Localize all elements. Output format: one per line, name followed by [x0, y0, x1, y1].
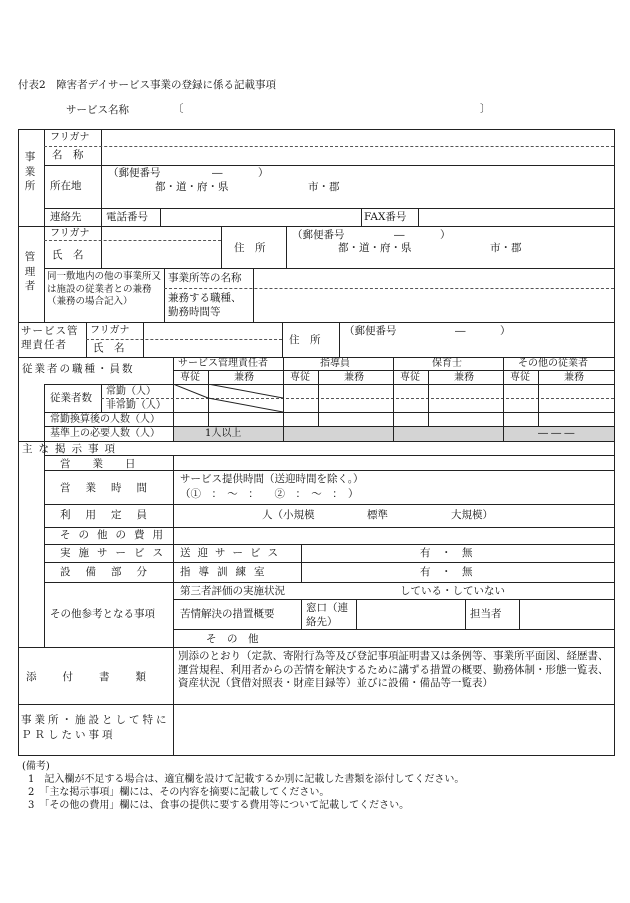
service-manager-postal-dash: ―: [455, 325, 466, 337]
note-item-1: 1 記入欄が不足する場合は、適宜欄を設けて記載するか別に記載した書類を添付してください。: [28, 774, 465, 785]
note-item-2: 2 「主な掲示事項」欄には、その内容を摘要に記載してください。: [28, 787, 330, 798]
manager-postal-dash: ―: [394, 229, 405, 241]
staff-role-childcare: 保育士: [432, 358, 462, 369]
pr-label: 事業所・施設として特にＰＲしたい事項: [21, 714, 170, 742]
staff-count-label: 従業者数: [50, 392, 92, 404]
fulltime-header-3: 専従: [400, 372, 420, 383]
transport-label: 送迎サービス: [180, 547, 285, 559]
transport-yesno: 有 ・ 無: [420, 547, 473, 559]
other-required-dash: ― ― ―: [538, 428, 575, 439]
manager-concurrent-desc: 同一敷地内の他の事業所又は施設の従業者との兼務（兼務の場合記入）: [47, 271, 162, 308]
manager-section-label: 管理者: [24, 251, 36, 293]
office-fax-label: FAX番号: [364, 211, 407, 223]
manager-name-label: 氏 名: [52, 249, 84, 261]
bracket-open: 〔: [173, 103, 184, 115]
not-applicable-slash: [173, 384, 283, 412]
window-label: 窓口（連絡先）: [306, 602, 348, 628]
other-costs-label: その他の費用: [60, 529, 171, 541]
service-manager-name-label: 氏 名: [93, 342, 125, 354]
training-room-yesno: 有 ・ 無: [420, 566, 473, 578]
staff-section-text: 従業者の職種・員数: [22, 363, 135, 375]
business-hours-label: 営業時間: [60, 482, 162, 494]
notices-section-text: 主な掲示事項: [22, 443, 121, 455]
concurrent-header-1: 兼務: [234, 372, 254, 383]
service-name-label: サービス名称: [66, 104, 129, 116]
manager-facility-name-label: 事業所等の名称: [168, 272, 242, 284]
office-prefecture: 都・道・府・県: [155, 181, 229, 193]
notices-section-label: [22, 444, 172, 455]
manager-postal-label: （郵便番号: [292, 229, 345, 241]
service-manager-address-label: 住 所: [289, 334, 321, 346]
attachments-text: 別添のとおり（定款、寄附行為等及び登記事項証明書又は条例等、事業所平面図、経歴書、運営規程、利用者からの苦情を解決するために講ずる措置の概要、勤務体制・形態一覧表、資産状況（貸借対照表・財産目録等）並びに設備・備品等一覧表）: [178, 650, 609, 690]
office-phone-label: 電話番号: [106, 211, 148, 223]
regular-staff-label: 常勤（人）: [106, 386, 156, 397]
manager-prefecture: 都・道・府・県: [338, 242, 412, 254]
capacity-label: 利用定員: [60, 509, 162, 521]
service-manager-postal-label: （郵便番号: [344, 325, 397, 337]
office-address-label: 所在地: [50, 180, 82, 192]
required-count-label: 基準上の必要人数（人）: [50, 428, 160, 439]
facilities-label: 設備部分: [60, 566, 162, 578]
attachments-label: 添付書類: [26, 671, 172, 683]
staff-role-service-manager: サービス管理責任者: [178, 358, 268, 369]
services-label: 実施サービス: [60, 547, 171, 559]
fulltime-header-1: 専従: [180, 372, 200, 383]
other-label: そ の 他: [206, 633, 259, 645]
person-label: 担当者: [470, 608, 502, 620]
irregular-staff-label: 非常勤（人）: [106, 400, 166, 411]
third-party-value: している・していない: [400, 585, 505, 597]
concurrent-header-4: 兼務: [564, 372, 584, 383]
manager-concurrent-duty-label: 兼務する職種、勤務時間等: [168, 292, 242, 318]
third-party-label: 第三者評価の実施状況: [180, 585, 285, 597]
office-contact-label: 連絡先: [50, 211, 82, 223]
time-format: （① ： ～ ： ② ： ～ ： ）: [180, 488, 359, 500]
staff-section-label: [22, 364, 170, 375]
office-name-label: 名 称: [52, 149, 84, 161]
manager-address-label: 住 所: [234, 242, 266, 254]
form-title: 付表2 障害者デイサービス事業の登録に係る記載事項: [18, 79, 276, 91]
required-count-value: 1人以上: [205, 428, 242, 439]
capacity-value: 人（小規模 標準 大規模）: [262, 509, 493, 521]
business-days-label: 営業日: [60, 458, 158, 470]
office-postal-close: ）: [258, 167, 269, 179]
staff-role-instructor: 指導員: [320, 358, 350, 369]
service-manager-label: サービス管理責任者: [21, 325, 79, 351]
concurrent-header-2: 兼務: [344, 372, 364, 383]
fulltime-header-4: 専従: [510, 372, 530, 383]
office-city: 市・郡: [308, 181, 340, 193]
bracket-close: 〕: [480, 103, 491, 115]
manager-furigana-label: フリガナ: [50, 228, 90, 239]
office-postal-dash: ―: [212, 167, 223, 179]
service-manager-furigana-label: フリガナ: [90, 325, 130, 336]
manager-city: 市・郡: [490, 242, 522, 254]
office-postal-label: （郵便番号: [108, 167, 161, 179]
manager-postal-close: ）: [440, 229, 451, 241]
other-ref-label: その他参考となる事項: [50, 608, 155, 620]
office-section-label: 事業所: [24, 151, 36, 193]
service-manager-postal-close: ）: [500, 325, 511, 337]
concurrent-header-3: 兼務: [454, 372, 474, 383]
fulltime-header-2: 専従: [290, 372, 310, 383]
service-hours-label: サービス提供時間（送迎時間を除く。）: [180, 473, 364, 485]
staff-role-other: その他の従業者: [518, 358, 588, 369]
training-room-label: 指導訓練室: [180, 566, 273, 578]
fte-label: 常勤換算後の人数（人）: [50, 414, 160, 425]
complaint-label: 苦情解決の措置概要: [180, 608, 275, 620]
office-furigana-label: フリガナ: [50, 132, 90, 143]
note-item-3: 3 「その他の費用」欄には、食事の提供に要する費用等について記載してください。: [28, 800, 410, 811]
notes-title: (備考): [22, 761, 50, 772]
